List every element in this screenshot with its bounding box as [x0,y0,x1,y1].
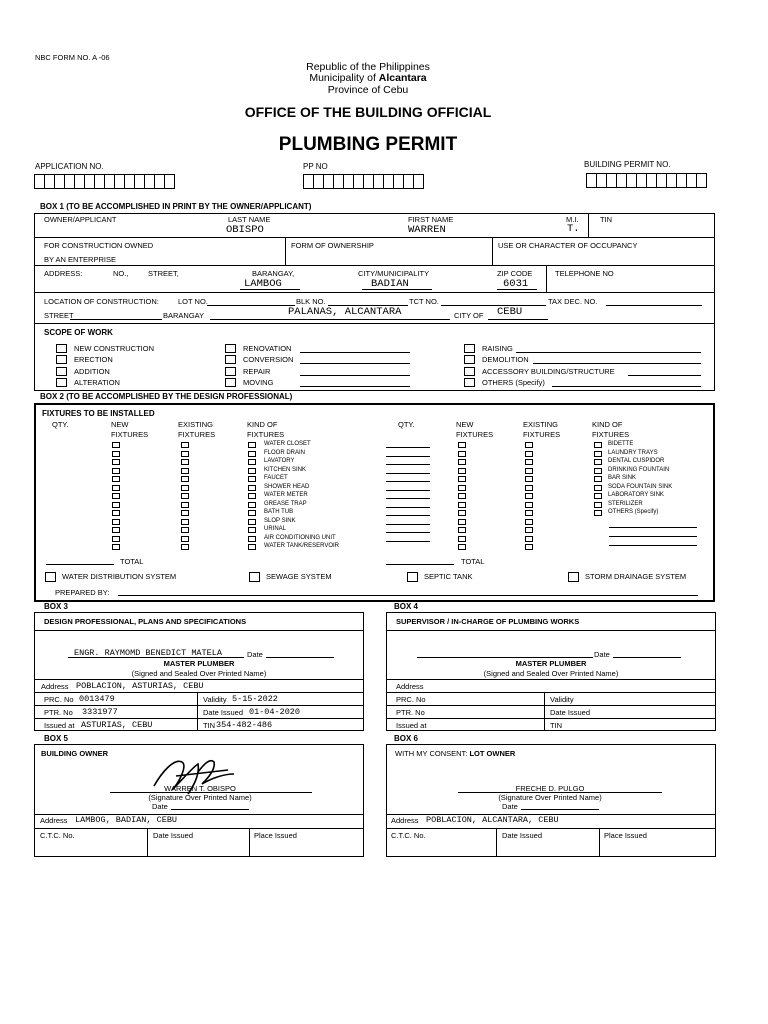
scope-item-label: ADDITION [74,367,110,376]
construction-owned-label: FOR CONSTRUCTION OWNED [44,241,154,250]
scope-checkbox[interactable] [225,367,236,376]
box6-address[interactable]: POBLACION, ALCANTARA, CEBU [426,815,559,825]
owner-printed-name[interactable]: WARREN T. OBISPO [164,784,236,793]
box4-date-label: Date [594,650,610,659]
fixture-label: KITCHEN SINK [264,467,307,473]
kind-fixture-checkbox[interactable] [248,476,256,482]
qty-line[interactable] [386,447,430,448]
box6-signature-caption: (Signature Over Printed Name) [498,793,602,802]
scope-item-label: OTHERS (Specify) [482,378,545,387]
existing-fixture-checkbox[interactable] [181,502,189,508]
fixture-label: LABORATORY SINK [608,492,664,498]
building-permit-no-cells[interactable] [586,173,706,188]
scope-checkbox[interactable] [464,344,475,353]
existing-fixture-checkbox[interactable] [181,476,189,482]
qty-header-left: QTY. [52,420,69,429]
box6-title-bold: LOT OWNER [469,749,516,758]
new-fixture-checkbox[interactable] [112,468,120,474]
fixture-label: FAUCET [264,475,288,481]
septic-tank-label: SEPTIC TANK [424,572,473,581]
republic-line: Republic of the Philippines [306,61,430,73]
engineer-name[interactable]: ENGR. RAYMOMD BENEDICT MATELA [74,648,222,658]
new-fixture-checkbox[interactable] [458,519,466,525]
scope-checkbox[interactable] [225,344,236,353]
kind-fixture-checkbox[interactable] [248,451,256,457]
kind-fixture-checkbox[interactable] [248,519,256,525]
water-distribution-label: WATER DISTRIBUTION SYSTEM [62,572,177,581]
no-label: NO., [113,269,129,278]
new-fixture-checkbox[interactable] [458,468,466,474]
box3-prc-label: PRC. No [44,695,74,704]
fixtures-title: FIXTURES TO BE INSTALLED [42,409,155,418]
box3-date-issued-label: Date Issued [203,708,244,717]
scope-blank-line[interactable] [552,386,701,387]
box4-tin-label: TIN [550,721,563,730]
existing-fixture-checkbox[interactable] [181,468,189,474]
barangay2-label: BARANGAY [163,311,205,320]
box3-ptr[interactable]: 3331977 [82,707,118,717]
fixture-label: GREASE TRAP [264,501,307,507]
existing-fixture-checkbox[interactable] [181,536,189,542]
scope-checkbox[interactable] [56,367,67,376]
new-fixture-checkbox[interactable] [458,502,466,508]
box4-label: BOX 4 [394,602,419,611]
existing-fixture-checkbox[interactable] [525,544,533,550]
scope-item-label: ALTERATION [74,378,120,387]
box5-label: BOX 5 [44,734,69,743]
box3-signed: (Signed and Sealed Over Printed Name) [131,669,267,678]
scope-checkbox[interactable] [56,355,67,364]
last-name-label: LAST NAME [228,215,271,224]
kind-fixture-checkbox[interactable] [248,502,256,508]
box3-prc[interactable]: 0013479 [79,694,115,704]
box3-address[interactable]: POBLACION, ASTURIAS, CEBU [76,681,204,691]
box6-title [395,749,515,758]
kind-fixture-checkbox[interactable] [594,485,602,491]
new-fixture-checkbox[interactable] [458,485,466,491]
new-fixture-checkbox[interactable] [112,451,120,457]
qty-line[interactable] [386,498,430,499]
kind-header-right-2: FIXTURES [592,430,630,439]
kind-fixture-checkbox[interactable] [248,468,256,474]
fixture-label: LAVATORY [264,458,295,464]
scope-checkbox[interactable] [464,367,475,376]
fixture-label: SODA FOUNTAIN SINK [608,484,673,490]
fixture-label: SHOWER HEAD [264,484,310,490]
kind-fixture-checkbox[interactable] [594,502,602,508]
form-ownership-label: FORM OF OWNERSHIP [291,241,374,250]
qty-line[interactable] [386,490,430,491]
box6-ctc-label: C.T.C. No. [391,831,426,840]
box3-issued-at-label: Issued at [44,721,75,730]
scope-item-label: RENOVATION [243,344,292,353]
box6-date-label: Date [502,802,518,811]
existing-fixture-checkbox[interactable] [181,527,189,533]
box6-title-prefix: WITH MY CONSENT: [395,749,468,758]
province-line: Province of Cebu [327,84,409,96]
kind-header-left: KIND OF [247,420,278,429]
scope-blank-line[interactable] [533,363,701,364]
kind-fixture-checkbox[interactable] [248,544,256,550]
fixture-label: DENTAL CUSPIDOR [608,458,665,464]
scope-blank-line[interactable] [300,375,410,376]
by-enterprise-label: BY AN ENTERPRISE [44,255,116,264]
municipality-line [268,72,468,84]
scope-item-label: ACCESSORY BUILDING/STRUCTURE [482,367,615,376]
kind-fixture-checkbox[interactable] [594,510,602,516]
existing-fixture-checkbox[interactable] [525,510,533,516]
location-city[interactable]: CEBU [497,306,523,318]
address-barangay[interactable]: LAMBOG [244,278,282,290]
page-title: PLUMBING PERMIT [278,134,458,155]
scope-checkbox[interactable] [56,344,67,353]
new-fixture-checkbox[interactable] [112,510,120,516]
address-city[interactable]: BADIAN [371,278,409,290]
new-fixture-checkbox[interactable] [458,536,466,542]
owner-mi[interactable]: T. [567,223,580,235]
box6-label: BOX 6 [394,734,419,743]
box6-date-issued-label: Date Issued [502,831,543,840]
scope-item-label: RAISING [482,344,513,353]
tax-dec-label: TAX DEC. NO. [548,297,598,306]
owner-first-name[interactable]: WARREN [408,224,446,236]
fixture-label: BAR SINK [608,475,637,481]
qty-line[interactable] [386,532,430,533]
street2-label: STREET [44,311,74,320]
fixture-label: STERILIZER [608,501,643,507]
box3-validity[interactable]: 5-15-2022 [232,694,278,704]
box3-issued-at[interactable]: ASTURIAS, CEBU [81,720,153,730]
existing-header-right: EXISTING [523,420,559,429]
new-fixture-checkbox[interactable] [458,442,466,448]
qty-line[interactable] [386,456,430,457]
new-fixture-checkbox[interactable] [112,493,120,499]
new-fixture-checkbox[interactable] [112,527,120,533]
new-header-left-2: FIXTURES [111,430,149,439]
scope-title: SCOPE OF WORK [44,328,113,337]
box4-date-issued-label: Date Issued [550,708,591,717]
city-label: CITY/MUNICIPALITY [358,269,430,278]
address-label: ADDRESS: [44,269,83,278]
box4-signed: (Signed and Sealed Over Printed Name) [483,669,619,678]
new-fixture-checkbox[interactable] [112,442,120,448]
scope-item-label: ERECTION [74,355,113,364]
kind-fixture-checkbox[interactable] [594,493,602,499]
box1-title: BOX 1 (TO BE ACCOMPLISHED IN PRINT BY THE OWNER/APPLICANT) [40,202,312,211]
others-line[interactable] [609,545,697,546]
kind-fixture-checkbox[interactable] [594,459,602,465]
lot-owner-name[interactable]: FRECHE D. PULGO [515,784,585,793]
fixture-label: DRINKING FOUNTAIN [608,467,670,473]
new-fixture-checkbox[interactable] [458,459,466,465]
telephone-label: TELEPHONE NO [555,269,614,278]
existing-fixture-checkbox[interactable] [525,451,533,457]
box3-date-label: Date [247,650,263,659]
scope-blank-line[interactable] [300,386,410,387]
blk-no-label: BLK NO. [296,297,326,306]
fixture-label: WATER METER [264,492,308,498]
fixture-label: WATER CLOSET [264,441,311,447]
box2-title: BOX 2 (TO BE ACCOMPLISHED BY THE DESIGN PROFESSIONAL) [40,392,293,401]
zip-label: ZIP CODE [497,269,533,278]
existing-fixture-checkbox[interactable] [525,476,533,482]
existing-fixture-checkbox[interactable] [181,510,189,516]
box5-place-issued-label: Place Issued [254,831,297,840]
box6-place-issued-label: Place Issued [604,831,647,840]
barangay-label: BARANGAY, [252,269,295,278]
fixture-label: BATH TUB [264,509,294,515]
owner-last-name[interactable]: OBISPO [226,224,264,236]
kind-fixture-checkbox[interactable] [248,527,256,533]
municipality-name: Alcantara [378,72,427,84]
box4-title: SUPERVISOR / IN-CHARGE OF PLUMBING WORKS [396,617,580,626]
new-fixture-checkbox[interactable] [458,527,466,533]
form-number: NBC FORM NO. A -06 [35,53,110,62]
building-permit-no-label: BUILDING PERMIT NO. [584,160,671,169]
application-no-label: APPLICATION NO. [35,162,104,171]
scope-blank-line[interactable] [300,352,410,353]
box5-title: BUILDING OWNER [41,749,109,758]
mi-label: M.I. [566,215,579,224]
scope-item-label: DEMOLITION [482,355,529,364]
new-fixture-checkbox[interactable] [458,510,466,516]
qty-line[interactable] [386,515,430,516]
qty-line[interactable] [386,524,430,525]
box5-address-label: Address [40,816,68,825]
box3-address-label: Address [41,682,69,691]
street-label: STREET, [148,269,179,278]
first-name-label: FIRST NAME [408,215,454,224]
fixture-label: WATER TANK/RESERVOIR [264,543,340,549]
kind-header-right: KIND OF [592,420,623,429]
others-line[interactable] [609,536,697,537]
box4-role: MASTER PLUMBER [515,659,587,668]
kind-fixture-checkbox[interactable] [248,485,256,491]
storm-drainage-label: STORM DRAINAGE SYSTEM [585,572,687,581]
kind-fixture-checkbox[interactable] [248,459,256,465]
new-fixture-checkbox[interactable] [112,485,120,491]
fixture-label: URINAL [264,526,287,532]
new-fixture-checkbox[interactable] [112,459,120,465]
fixture-label: AIR CONDITIONING UNIT [264,535,336,541]
kind-fixture-checkbox[interactable] [248,536,256,542]
storm-drainage-checkbox[interactable] [568,572,579,582]
box3-tin-label: TIN [203,721,216,730]
others-line[interactable] [609,527,697,528]
box3-validity-label: Validity [203,695,227,704]
existing-fixture-checkbox[interactable] [525,527,533,533]
kind-fixture-checkbox[interactable] [594,468,602,474]
city-of-label: CITY OF [454,311,484,320]
scope-item-label: NEW CONSTRUCTION [74,344,154,353]
qty-header-right: QTY. [398,420,415,429]
box3-title: DESIGN PROFESSIONAL, PLANS AND SPECIFICATIONS [44,617,247,626]
existing-fixture-checkbox[interactable] [181,493,189,499]
qty-line[interactable] [386,541,430,542]
prepared-by-label: PREPARED BY: [55,588,110,597]
box6-address-label: Address [391,816,419,825]
new-header-right: NEW [456,420,474,429]
scope-item-label: REPAIR [243,367,271,376]
tin-label: TIN [600,215,613,224]
box4-prc-label: PRC. No [396,695,426,704]
sewage-checkbox[interactable] [249,572,260,582]
kind-fixture-checkbox[interactable] [594,451,602,457]
scope-blank-line[interactable] [628,375,701,376]
new-fixture-checkbox[interactable] [458,476,466,482]
sewage-label: SEWAGE SYSTEM [266,572,332,581]
fixture-label: LAUNDRY TRAYS [608,450,658,456]
existing-header-left-2: FIXTURES [178,430,216,439]
new-fixture-checkbox[interactable] [458,544,466,550]
qty-line[interactable] [386,481,430,482]
water-distribution-checkbox[interactable] [45,572,56,582]
fixture-label: SLOP SINK [264,518,296,524]
municipality-prefix: Municipality of [309,72,376,84]
kind-fixture-checkbox[interactable] [594,442,602,448]
box4-issued-at-label: Issued at [396,721,427,730]
septic-tank-checkbox[interactable] [407,572,418,582]
owner-applicant-label: OWNER/APPLICANT [44,215,117,224]
existing-fixture-checkbox[interactable] [525,442,533,448]
new-fixture-checkbox[interactable] [112,544,120,550]
box5-address[interactable]: LAMBOG, BADIAN, CEBU [75,815,178,825]
existing-header-left: EXISTING [178,420,214,429]
scope-item-label: MOVING [243,378,274,387]
fixture-label: OTHERS (Specify) [608,509,659,515]
scope-checkbox[interactable] [464,378,475,387]
qty-line[interactable] [386,464,430,465]
box4-validity-label: Validity [550,695,574,704]
existing-fixture-checkbox[interactable] [525,485,533,491]
new-fixture-checkbox[interactable] [458,451,466,457]
existing-fixture-checkbox[interactable] [525,519,533,525]
fixture-label: FLOOR DRAIN [264,450,306,456]
scope-blank-line[interactable] [300,363,410,364]
scope-item-label: CONVERSION [243,355,294,364]
tct-no-label: TCT NO. [409,297,439,306]
new-fixture-checkbox[interactable] [112,519,120,525]
pp-no-cells[interactable] [303,174,423,189]
box4-address-label: Address [396,682,424,691]
kind-fixture-checkbox[interactable] [594,476,602,482]
existing-header-right-2: FIXTURES [523,430,561,439]
scope-blank-line[interactable] [516,352,701,353]
existing-fixture-checkbox[interactable] [181,442,189,448]
new-fixture-checkbox[interactable] [112,536,120,542]
existing-fixture-checkbox[interactable] [181,451,189,457]
box5-ctc-label: C.T.C. No. [40,831,75,840]
application-no-cells[interactable] [34,174,174,189]
lot-no-label: LOT NO. [178,297,208,306]
box3-label: BOX 3 [44,602,69,611]
existing-fixture-checkbox[interactable] [181,459,189,465]
existing-fixture-checkbox[interactable] [181,544,189,550]
kind-fixture-checkbox[interactable] [248,493,256,499]
new-fixture-checkbox[interactable] [112,476,120,482]
existing-fixture-checkbox[interactable] [181,485,189,491]
scope-checkbox[interactable] [225,378,236,387]
new-fixture-checkbox[interactable] [112,502,120,508]
kind-header-left-2: FIXTURES [247,430,285,439]
box4-ptr-label: PTR. No [396,708,425,717]
existing-fixture-checkbox[interactable] [525,459,533,465]
office-title: OFFICE OF THE BUILDING OFFICIAL [244,104,492,120]
new-header-right-2: FIXTURES [456,430,494,439]
scope-checkbox[interactable] [225,355,236,364]
new-header-left: NEW [111,420,129,429]
existing-fixture-checkbox[interactable] [525,468,533,474]
scope-checkbox[interactable] [464,355,475,364]
location-barangay[interactable]: PALANAS, ALCANTARA [288,306,402,318]
use-character-label: USE OR CHARACTER OF OCCUPANCY [498,241,638,250]
existing-fixture-checkbox[interactable] [525,502,533,508]
qty-line[interactable] [386,473,430,474]
new-fixture-checkbox[interactable] [458,493,466,499]
fixture-label: BIDETTE [608,441,634,447]
box3-ptr-label: PTR. No [44,708,73,717]
qty-line[interactable] [386,507,430,508]
existing-fixture-checkbox[interactable] [525,536,533,542]
total-left-label: TOTAL [120,557,144,566]
total-right-label: TOTAL [461,557,485,566]
kind-fixture-checkbox[interactable] [248,442,256,448]
address-zip[interactable]: 6031 [503,278,529,290]
box5-signature-caption: (Signature Over Printed Name) [148,793,252,802]
location-label: LOCATION OF CONSTRUCTION: [44,297,159,306]
existing-fixture-checkbox[interactable] [181,519,189,525]
existing-fixture-checkbox[interactable] [525,493,533,499]
box5-date-label: Date [152,802,168,811]
kind-fixture-checkbox[interactable] [248,510,256,516]
box3-tin[interactable]: 354-482-486 [216,720,273,730]
scope-checkbox[interactable] [56,378,67,387]
pp-no-label: PP NO [303,162,328,171]
box3-role: MASTER PLUMBER [163,659,235,668]
box3-date-issued[interactable]: 01-04-2020 [249,707,301,717]
box5-date-issued-label: Date Issued [153,831,194,840]
